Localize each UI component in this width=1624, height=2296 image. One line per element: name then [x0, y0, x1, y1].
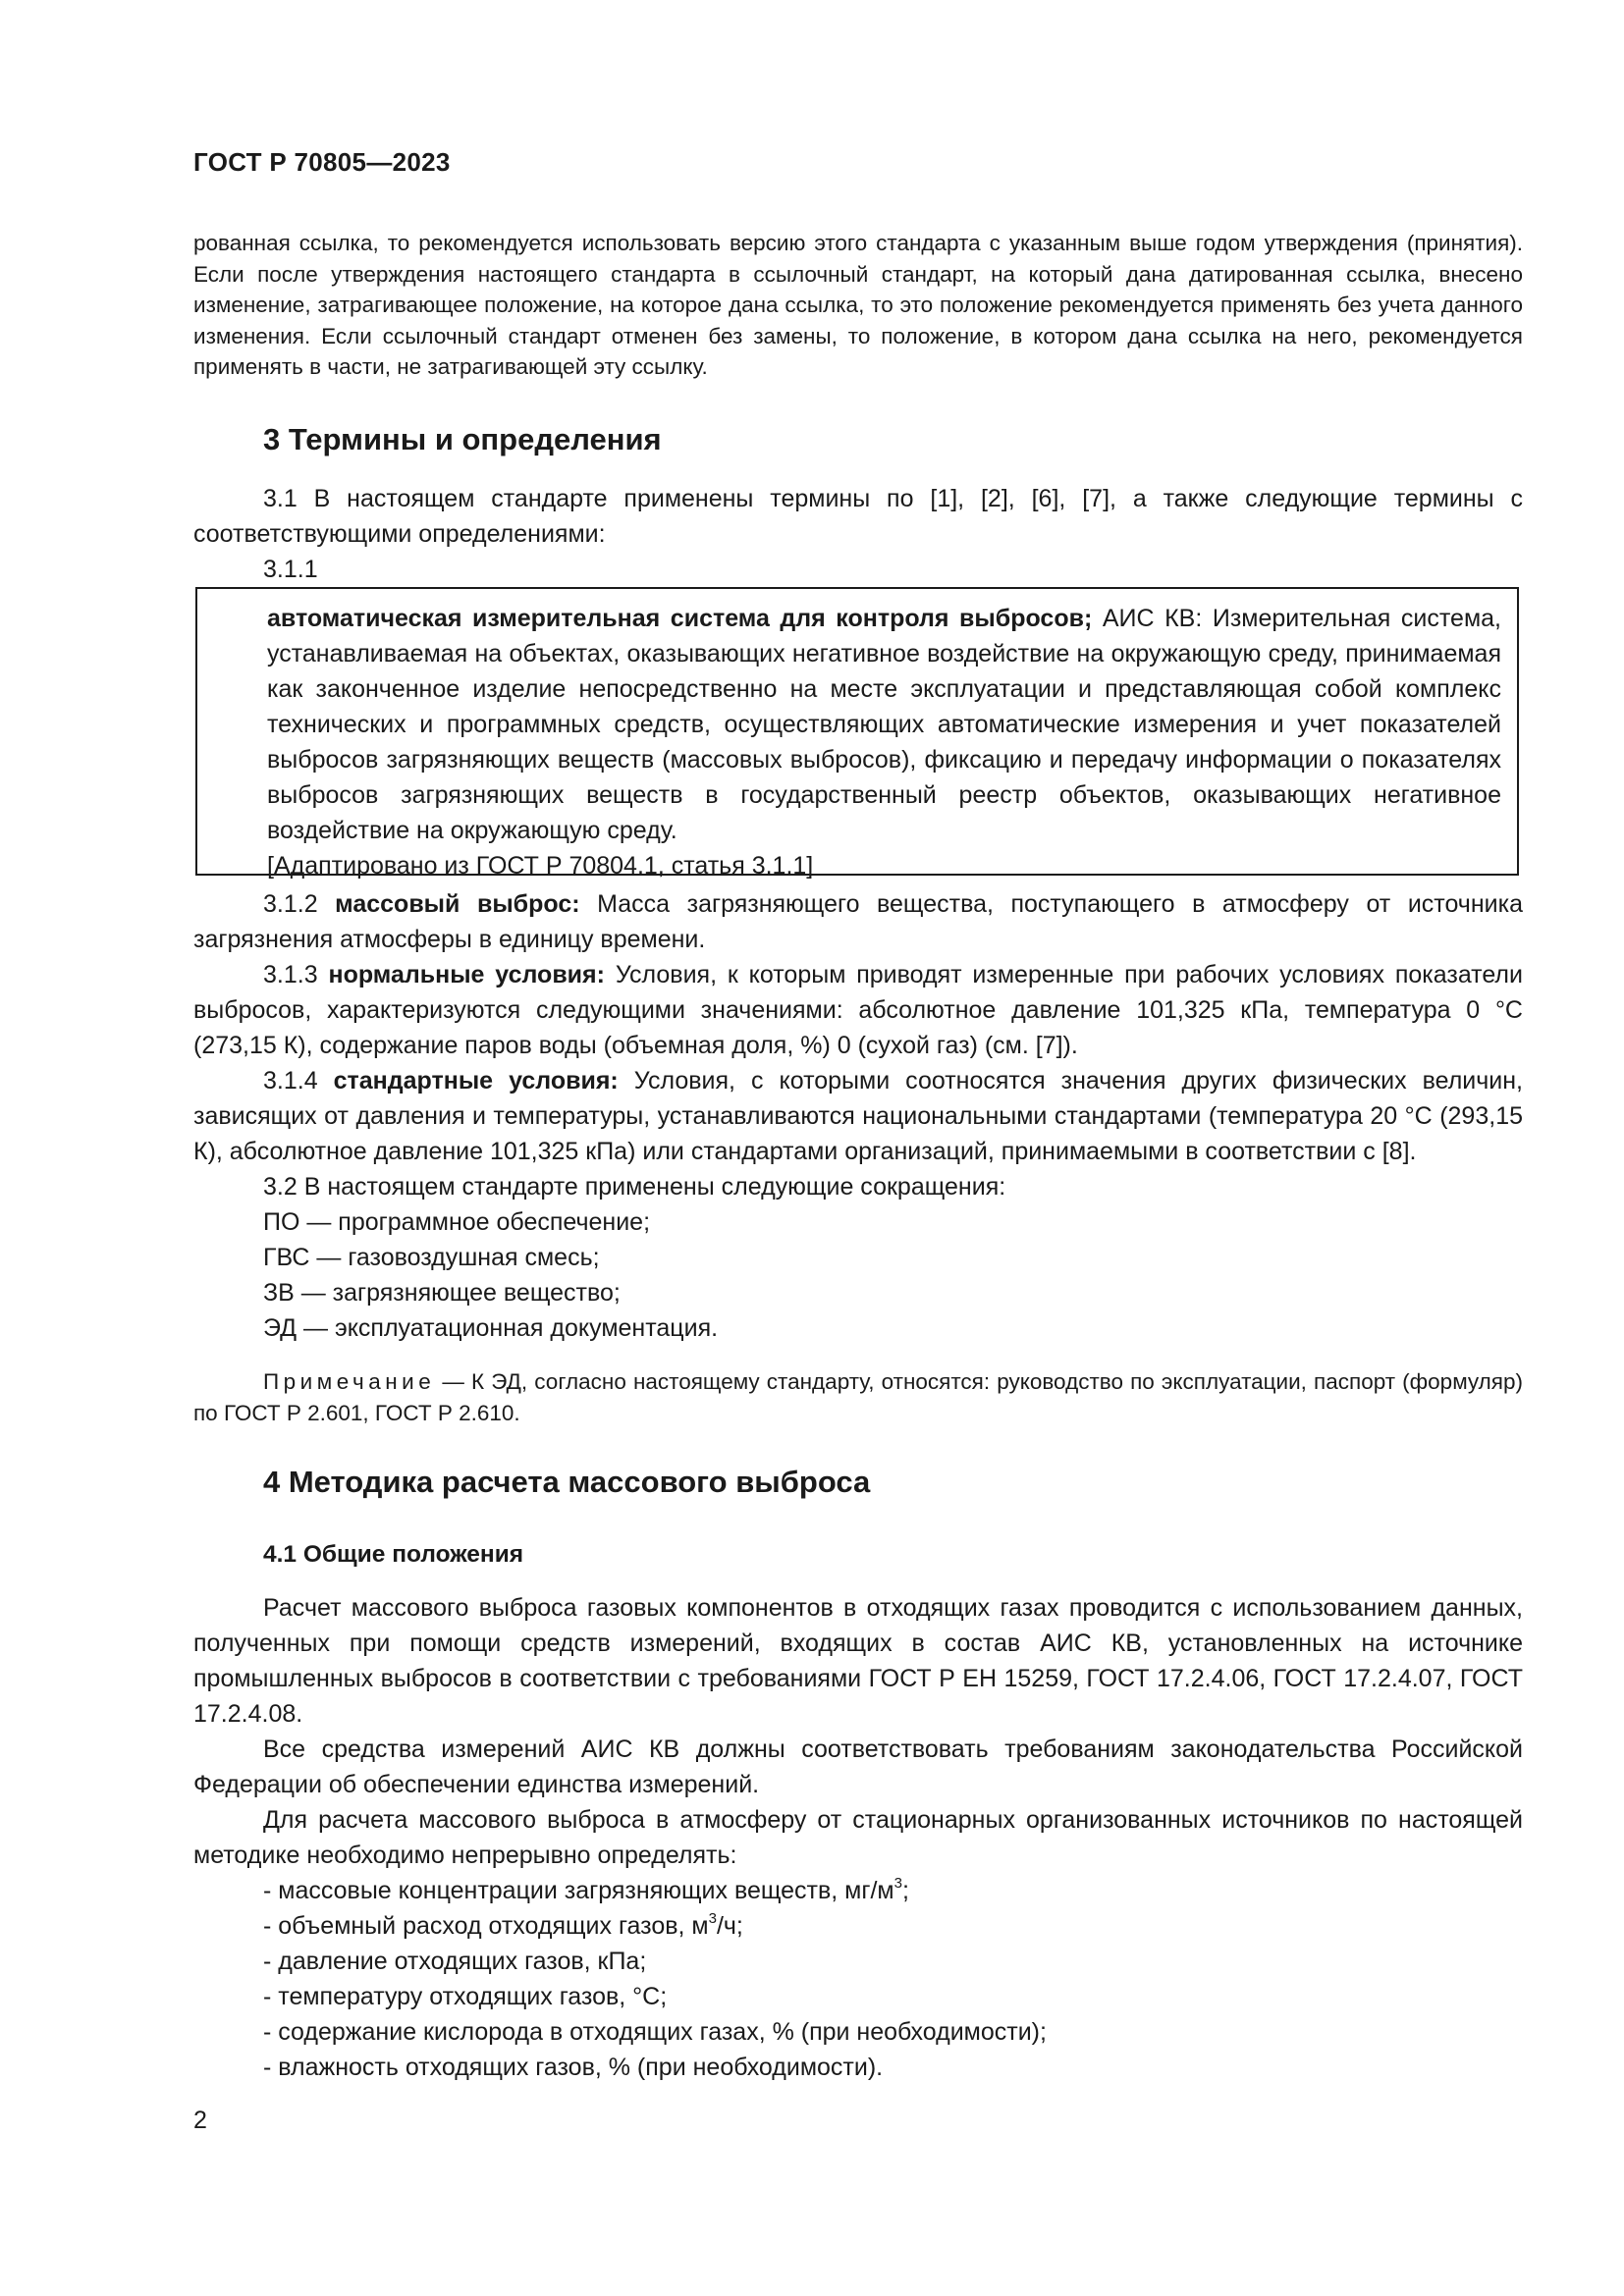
- definition-source: [Адаптировано из ГОСТ Р 70804.1, статья 3.1.1]: [267, 852, 814, 880]
- list-item: - содержание кислорода в отходящих газах, % (при необходимости);: [263, 2018, 1047, 2046]
- section-4-body: [193, 1590, 1523, 2085]
- definition-abbrev: АИС КВ:: [1092, 605, 1203, 632]
- definition-paragraph: [267, 601, 1501, 848]
- abbreviation-item: ГВС — газовоздушная смесь;: [263, 1244, 600, 1271]
- list-item: - объемный расход отходящих газов, $м^3/ч$;: [263, 1909, 743, 1940]
- note-text: — К ЭД, согласно настоящему стандарту, относятся: руководство по эксплуатации, паспорт (формуляр) по ГОСТ Р 2.601, ГОСТ Р 2.610.: [193, 1369, 1523, 1425]
- document-code-header: ГОСТ Р 70805—2023: [193, 147, 451, 177]
- clause-3-1-3-term: нормальные условия:: [328, 961, 605, 988]
- section-3-title: 3 Термины и определения: [263, 422, 662, 456]
- definition-term: автоматическая измерительная система для контроля выбросов;: [267, 605, 1093, 632]
- definition-text: Измерительная система, устанавливаемая на объектах, оказывающих негативное воздействие на окружающую среду, принимаемая как законченное изделие непосредственно на месте эксплуатации и представляющая собой комплекс технических и программных средств, осуществляющих автоматические измерения и учет показателей выбросов загрязняющих веществ (массовых выбросов), фиксацию и передачу информации о показателях выбросов загрязняющих веществ в государственный реестр объектов, оказывающих негативное воздействие на окружающую среду.: [267, 605, 1501, 844]
- section-4-paragraph-1: Расчет массового выброса газовых компонентов в отходящих газах проводится с использованием данных, полученных при помощи средств измерений, входящих в состав АИС КВ, установленных на источнике промышленных выбросов в соответствии с требованиями ГОСТ Р ЕН 15259, ГОСТ 17.2.4.06, ГОСТ 17.2.4.07, ГОСТ 17.2.4.08.: [193, 1594, 1523, 1728]
- note-paragraph: [193, 1366, 1523, 1428]
- list-item: - температуру отходящих газов, °С;: [263, 1983, 668, 2010]
- clause-3-1-2: [193, 886, 1523, 957]
- note-label: Примечание: [263, 1369, 436, 1394]
- clause-3-1-3-text: Условия, к которым приводят измеренные при рабочих условиях показатели выбросов, характеризуются следующими значениями: абсолютное давление 101,325 кПа, температура 0 °С (273,15 К), содержание паров воды (объемная доля, %) 0 (сухой газ) (см. [7]).: [193, 961, 1523, 1059]
- list-item: - влажность отходящих газов, % (при необходимости).: [263, 2054, 884, 2081]
- clause-3-1-4-number: 3.1.4: [263, 1067, 334, 1095]
- list-item: - давление отходящих газов, кПа;: [263, 1948, 647, 1975]
- clause-3-1-2-number: 3.1.2: [263, 890, 336, 918]
- section-3-clauses: [193, 886, 1523, 1346]
- clause-3-1-2-text: Масса загрязняющего вещества, поступающего в атмосферу от источника загрязнения атмосферы в единицу времени.: [193, 890, 1523, 953]
- note-block: [193, 1366, 1523, 1428]
- abbreviation-item: ЗВ — загрязняющее вещество;: [263, 1279, 621, 1307]
- section-4-title: 4 Методика расчета массового выброса: [263, 1465, 871, 1499]
- list-item: - массовые концентрации загрязняющих веществ, $мг/м^3$;: [263, 1874, 909, 1904]
- clause-3-1-1-number: 3.1.1: [263, 556, 318, 583]
- page-number: 2: [193, 2107, 207, 2134]
- continuation-paragraph: [193, 228, 1523, 383]
- section-4-1-title: 4.1 Общие положения: [263, 1541, 524, 1568]
- clause-3-1-3: [193, 957, 1523, 1063]
- clause-3-1-4-term: стандартные условия:: [333, 1067, 619, 1095]
- clause-3-2: 3.2 В настоящем стандарте применены следующие сокращения:: [263, 1173, 1006, 1201]
- clause-3-1: 3.1 В настоящем стандарте применены термины по [1], [2], [6], [7], а также следующие термины с соответствующими определениями:: [193, 485, 1523, 548]
- clause-3-1-3-number: 3.1.3: [263, 961, 329, 988]
- abbreviation-item: ЭД — эксплуатационная документация.: [263, 1314, 719, 1342]
- definition-box: [195, 587, 1519, 880]
- abbreviation-item: ПО — программное обеспечение;: [263, 1208, 651, 1236]
- section-3-intro: [193, 481, 1523, 587]
- clause-3-1-2-term: массовый выброс:: [335, 890, 580, 918]
- clause-3-1-4: [193, 1063, 1523, 1169]
- section-4-paragraph-2: Все средства измерений АИС КВ должны соответствовать требованиям законодательства Российской Федерации об обеспечении единства измерений.: [193, 1735, 1523, 1798]
- continuation-text: рованная ссылка, то рекомендуется использовать версию этого стандарта с указанным выше годом утверждения (принятия). Если после утверждения настоящего стандарта в ссылочный стандарт, на который дана датированная ссылка, внесено изменение, затрагивающее положение, на которое дана ссылка, то это положение рекомендуется применять без учета данного изменения. Если ссылочный стандарт отменен без замены, то положение, в котором дана ссылка на него, рекомендуется применять в части, не затрагивающей эту ссылку.: [193, 231, 1523, 379]
- clause-3-1-4-text: Условия, с которыми соотносятся значения других физических величин, зависящих от давления и температуры, устанавливаются национальными стандартами (температура 20 °С (293,15 К), абсолютное давление 101,325 кПа) или стандартами организаций, принимаемыми в соответствии с [8].: [193, 1067, 1523, 1165]
- section-4-paragraph-3: Для расчета массового выброса в атмосферу от стационарных организованных источников по настоящей методике необходимо непрерывно определять:: [193, 1806, 1523, 1869]
